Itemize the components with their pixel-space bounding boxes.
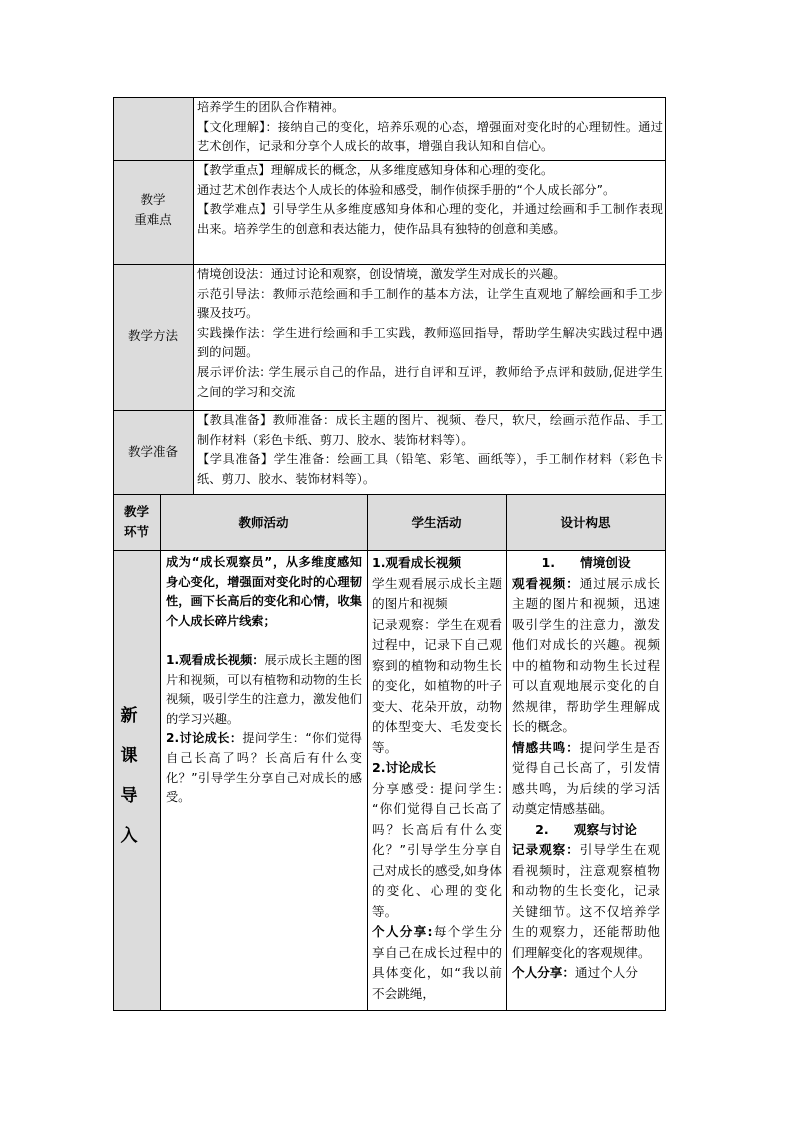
header-teacher: 教师活动: [238, 515, 289, 530]
stage-char-4: 入: [120, 826, 138, 846]
header-student: 学生活动: [411, 515, 462, 530]
teacher-item-2-title: 2.讨论成长：: [166, 731, 243, 746]
row3-content: [197, 265, 663, 402]
row4-label: 教学准备: [127, 444, 178, 459]
row3-line-1: 情境创设法：通过讨论和观察，创设情境，激发学生对成长的兴趣。: [197, 267, 566, 281]
row1-content: [197, 98, 663, 157]
design-para-4: [512, 963, 660, 984]
stage-title: [114, 696, 144, 856]
row1-line-1: 培养学生的团队合作精神。: [197, 100, 345, 114]
design-para-4-text: 通过个人分: [574, 965, 638, 980]
row4-line-1: 【教具准备】教师准备：成长主题的图片、视频、卷尺，软尺，绘画示范作品、手工制作材料（彩色卡纸、剪刀、胶水、装饰材料等）。: [197, 413, 663, 447]
teacher-item-2: [166, 729, 362, 807]
student-personal-text: 每个学生分享自己在成长过程中的具体变化，如“我以前不会跳绳，: [372, 924, 502, 1001]
row4-content: [197, 411, 663, 489]
teacher-activity: [166, 553, 362, 808]
student-personal: [372, 922, 502, 1004]
row2-line-2: 通过艺术创作表达个人成长的体验和感受，制作侦探手册的“个人成长部分”。: [197, 182, 616, 197]
row1-label-cell: [113, 97, 193, 160]
design-para-2: [512, 738, 660, 820]
design-para-1-title: 观看视频：: [512, 575, 580, 591]
row2-line-1: 【教学重点】理解成长的概念，从多维度感知身体和心理的变化。: [197, 163, 554, 177]
teacher-intro: 成为“成长观察员”，从多维度感知身心变化，增强面对变化时的心理韧性，画下长高后的变化和心情，收集个人成长碎片线索；: [166, 555, 362, 628]
design-para-1-text: 通过展示成长主题的图片和视频，迅速吸引学生的注意力，激发他们对成长的兴趣。视频中的植物和动物生长过程可以直观地展示变化的自然规律，帮助学生理解成长的概念。: [512, 575, 661, 734]
student-record: 记录观察：学生在观看过程中，记录下自己观察到的植物和动物生长的变化，如植物的叶子变大、花朵开放，动物的体型变大、毛发变长等。: [372, 616, 502, 755]
row2-label: 教学 重难点: [134, 192, 172, 227]
student-item-2-title: 2.讨论成长: [372, 760, 436, 775]
design-para-3-title: 记录观察：: [512, 842, 580, 857]
design-para-2-title: 情感共鸣：: [512, 739, 580, 755]
stage-char-1: 新: [120, 706, 138, 726]
header-design: 设计构思: [560, 515, 611, 530]
row3-label: 教学方法: [127, 328, 178, 343]
row4-line-2: 【学具准备】学生准备：绘画工具（铅笔、彩笔、画纸等），手工制作材料（彩色卡纸、剪刀、胶水、装饰材料等）。: [197, 452, 663, 486]
student-item-1-title: 1.观看成长视频: [372, 555, 462, 570]
design-para-3-text: 引导学生在观看视频时，注意观察植物和动物的生长变化，记录关键细节。这不仅培养学生的观察力，还能帮助他们理解变化的客观规律。: [512, 842, 661, 960]
teacher-item-2-text: 提问学生：“你们觉得自己长高了吗？长高后有什么变化？”引导学生分享自己对成长的感受。: [166, 731, 362, 805]
teacher-item-1-text: 展示成长主题的图片和视频，可以有植物和动物的生长视频，吸引学生的注意力，激发他们的学习兴趣。: [166, 652, 362, 726]
row3-line-4: 展示评价法: 学生展示自己的作品，进行自评和互评，教师给予点评和鼓励,促进学生之间的学习和交流: [197, 364, 663, 399]
row3-line-3: 实践操作法：学生进行绘画和手工实践，教师巡回指导，帮助学生解决实践过程中遇到的问题。: [197, 325, 663, 360]
design-heading-1: 1. 情境创设: [541, 555, 631, 570]
student-personal-title: 个人分享:: [372, 924, 433, 939]
row3-line-2: 示范引导法：教师示范绘画和手工制作的基本方法，让学生直观地了解绘画和手工步骤及技巧。: [197, 286, 663, 321]
stage-char-3: 导: [120, 786, 138, 806]
student-item-1-text: 学生观看展示成长主题的图片和视频: [372, 575, 502, 611]
design-concept: [512, 553, 660, 984]
teacher-item-1: [166, 651, 362, 729]
header-stage: 教学 环节: [123, 504, 149, 539]
teacher-item-1-title: 1.观看成长视频：: [166, 652, 265, 667]
student-activity: [372, 553, 502, 1004]
design-para-3: [512, 840, 660, 963]
design-para-1: [512, 574, 660, 738]
row1-line-2: 【文化理解】：接纳自己的变化，培养乐观的心态，增强面对变化时的心理韧性。通过艺术创作，记录和分享个人成长的故事，增强自我认知和自信心。: [197, 119, 663, 154]
stage-char-2: 课: [120, 746, 138, 766]
design-para-4-title: 个人分享：: [512, 965, 575, 980]
row2-line-3: 【教学难点】引导学生从多维度感知身体和心理的变化，并通过绘画和手工制作表现出来。培养学生的创意和表达能力，使作品具有独特的创意和美感。: [197, 202, 663, 236]
design-heading-2: 2. 观察与讨论: [535, 821, 637, 837]
row2-content: [197, 161, 663, 239]
design-para-2-text: 提问学生是否觉得自己长高了，引发情感共鸣，为后续的学习活动奠定情感基础。: [512, 739, 661, 816]
student-share: 分享感受: 提问学生: “你们觉得自己长高了吗？长高后有什么变化？”引导学生分享自己对成长的感受,如身体的变化、心理的变化等。: [372, 780, 502, 919]
